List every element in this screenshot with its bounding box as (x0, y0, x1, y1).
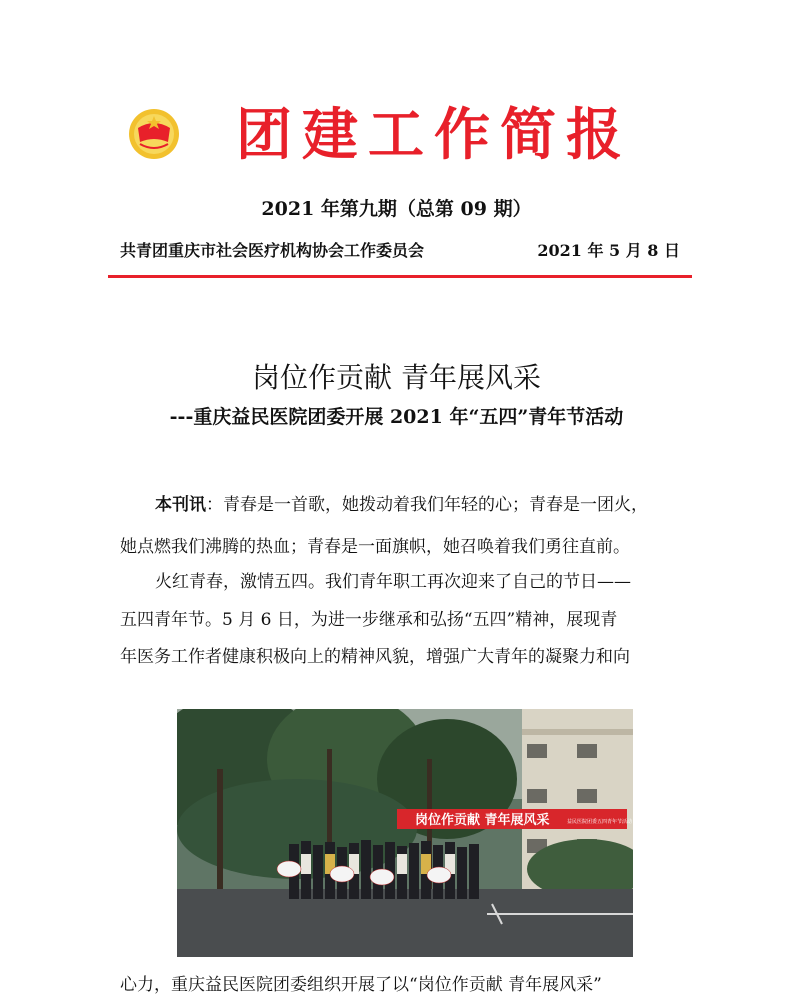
article-title: 岗位作贡献 青年展风采 (252, 361, 541, 394)
paragraph-line: 她点燃我们沸腾的热血；青春是一面旗帜，她召唤着我们勇往直前。 (120, 537, 630, 557)
youth-league-emblem-icon (128, 108, 180, 160)
publisher-organization: 共青团重庆市社会医疗机构协会工作委员会 (120, 241, 425, 260)
paragraph-line: 本刊讯：青春是一首歌，她拨动着我们年轻的心；青春是一团火， (155, 495, 648, 515)
photo-banner-text: 岗位作贡献 青年展风采 (415, 813, 550, 828)
issue-number: 2021 年第九期（总第 09 期） (261, 198, 532, 220)
paragraph-line: 五四青年节。5 月 6 日，为进一步继承和弘扬“五四”精神，展现青 (120, 610, 618, 630)
publication-date: 2021 年 5 月 8 日 (537, 241, 680, 260)
paragraph-line: 年医务工作者健康积极向上的精神风貌，增强广大青年的凝聚力和向 (120, 647, 630, 667)
newsletter-title: 团建工作简报 (236, 102, 632, 168)
publisher-line (120, 240, 680, 262)
masthead (0, 0, 793, 290)
event-group-photo (177, 709, 633, 957)
article-subtitle: ---重庆益民医院团委开展 2021 年“五四”青年节活动 (169, 406, 624, 428)
photo-banner-small-text: 益民医院团委五四青年节活动 (567, 819, 633, 825)
paragraph-line: 火红青春，激情五四。我们青年职工再次迎来了自己的节日—— (155, 572, 631, 592)
lead-label: 本刊讯 (155, 495, 206, 515)
header-divider (108, 275, 692, 278)
paragraph-line: 心力，重庆益民医院团委组织开展了以“岗位作贡献 青年展风采” (120, 975, 602, 995)
